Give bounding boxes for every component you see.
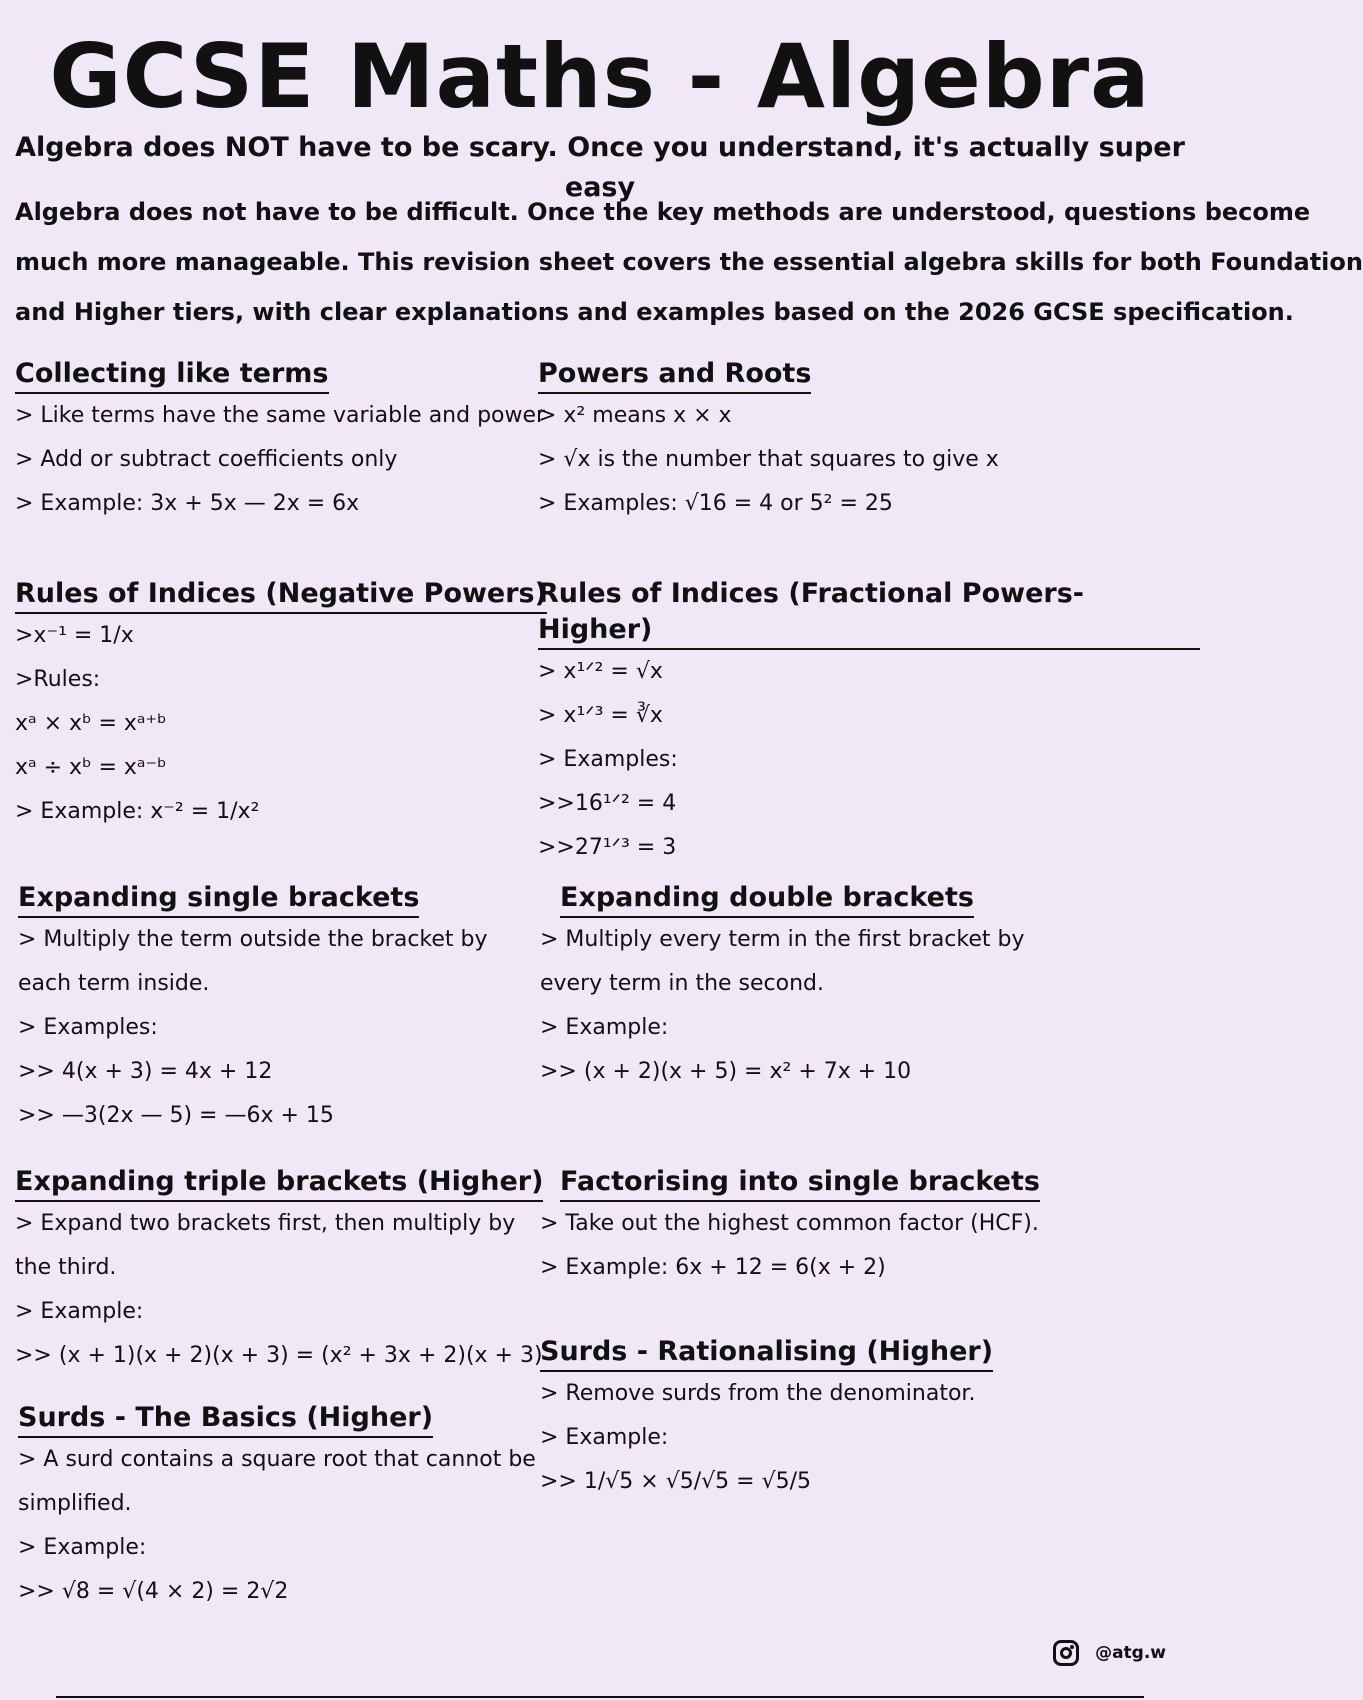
section-heading: Surds - Rationalising (Higher): [540, 1334, 993, 1372]
section-heading: Rules of Indices (Fractional Powers- Higher): [538, 576, 1200, 650]
section-line: > Add or subtract coefficients only: [15, 447, 398, 472]
section-heading: Expanding triple brackets (Higher): [15, 1164, 543, 1202]
section-heading: Collecting like terms: [15, 356, 329, 394]
section-line: >>16¹ᐟ² = 4: [538, 791, 677, 816]
section-line: >> (x + 2)(x + 5) = x² + 7x + 10: [540, 1059, 912, 1084]
section-heading: Expanding single brackets: [18, 880, 419, 918]
section-line: simplified.: [18, 1491, 132, 1516]
section-heading: Expanding double brackets: [560, 880, 974, 918]
section-line: > Remove surds from the denominator.: [540, 1381, 976, 1406]
section-negative-indices: [15, 576, 547, 834]
instagram-icon[interactable]: [1053, 1640, 1079, 1666]
section-line: >> 1/√5 × √5/√5 = √5/5: [540, 1469, 811, 1494]
section-line: > x² means x × x: [538, 403, 732, 428]
section-line: > Multiply the term outside the bracket by: [18, 927, 488, 952]
section-line: >>27¹ᐟ³ = 3: [538, 835, 677, 860]
section-surds-rationalising: [540, 1334, 993, 1504]
section-heading: Surds - The Basics (Higher): [18, 1400, 433, 1438]
section-line: >Rules:: [15, 667, 101, 692]
section-line: > Example: x⁻² = 1/x²: [15, 799, 260, 824]
section-line: >> —3(2x — 5) = —6x + 15: [18, 1103, 334, 1128]
section-line: > Take out the highest common factor (HCF).: [540, 1211, 1039, 1236]
section-line: > Example:: [18, 1535, 147, 1560]
social-handle[interactable]: @atg.w: [1095, 1643, 1166, 1663]
page-title: GCSE Maths - Algebra: [49, 25, 1151, 128]
section-line: each term inside.: [18, 971, 210, 996]
section-line: >> (x + 1)(x + 2)(x + 3) = (x² + 3x + 2)(x + 3): [15, 1343, 543, 1368]
bottom-divider: [56, 1696, 1144, 1698]
section-line: > Expand two brackets first, then multiply by: [15, 1211, 516, 1236]
section-line: xᵃ × xᵇ = xᵃ⁺ᵇ: [15, 711, 167, 736]
section-line: > Example:: [540, 1425, 669, 1450]
section-line: > Like terms have the same variable and power: [15, 403, 546, 428]
intro-line: Algebra does not have to be difficult. Once the key methods are understood, questions become: [15, 198, 1311, 226]
section-line: >> 4(x + 3) = 4x + 12: [18, 1059, 273, 1084]
page-subtitle: Algebra does NOT have to be scary. Once you understand, it's actually super easy: [15, 132, 1185, 203]
section-line: > Examples:: [538, 747, 678, 772]
footer: [1053, 1640, 1166, 1666]
section-heading: Rules of Indices (Negative Powers): [15, 576, 547, 614]
section-factorising: [540, 1164, 1040, 1290]
section-line: > √x is the number that squares to give x: [538, 447, 999, 472]
intro-line: much more manageable. This revision sheet covers the essential algebra skills for both Foundation: [15, 248, 1363, 276]
section-line: > Example:: [15, 1299, 144, 1324]
section-line: > Example:: [540, 1015, 669, 1040]
intro-paragraph: [15, 187, 1363, 337]
section-triple-brackets: [15, 1164, 543, 1378]
section-double-brackets: [540, 880, 1025, 1094]
section-line: every term in the second.: [540, 971, 824, 996]
section-line: > Multiply every term in the first bracket by: [540, 927, 1025, 952]
section-line: xᵃ ÷ xᵇ = xᵃ⁻ᵇ: [15, 755, 167, 780]
section-heading: Factorising into single brackets: [560, 1164, 1040, 1202]
section-line: > x¹ᐟ² = √x: [538, 659, 663, 684]
section-surds-basics: [18, 1400, 536, 1614]
section-line: > x¹ᐟ³ = ∛x: [538, 703, 663, 728]
section-single-brackets: [18, 880, 488, 1138]
section-line: the third.: [15, 1255, 117, 1280]
section-line: > Examples: √16 = 4 or 5² = 25: [538, 491, 893, 516]
section-line: >x⁻¹ = 1/x: [15, 623, 134, 648]
section-line: > A surd contains a square root that cannot be: [18, 1447, 536, 1472]
section-powers-and-roots: [538, 356, 999, 526]
section-heading: Powers and Roots: [538, 356, 811, 394]
intro-line: and Higher tiers, with clear explanations and examples based on the 2026 GCSE specification.: [15, 298, 1294, 326]
section-line: > Examples:: [18, 1015, 158, 1040]
section-line: >> √8 = √(4 × 2) = 2√2: [18, 1579, 289, 1604]
section-fractional-indices: [538, 576, 1200, 870]
section-line: > Example: 3x + 5x — 2x = 6x: [15, 491, 360, 516]
section-collecting-like-terms: [15, 356, 545, 526]
section-line: > Example: 6x + 12 = 6(x + 2): [540, 1255, 886, 1280]
